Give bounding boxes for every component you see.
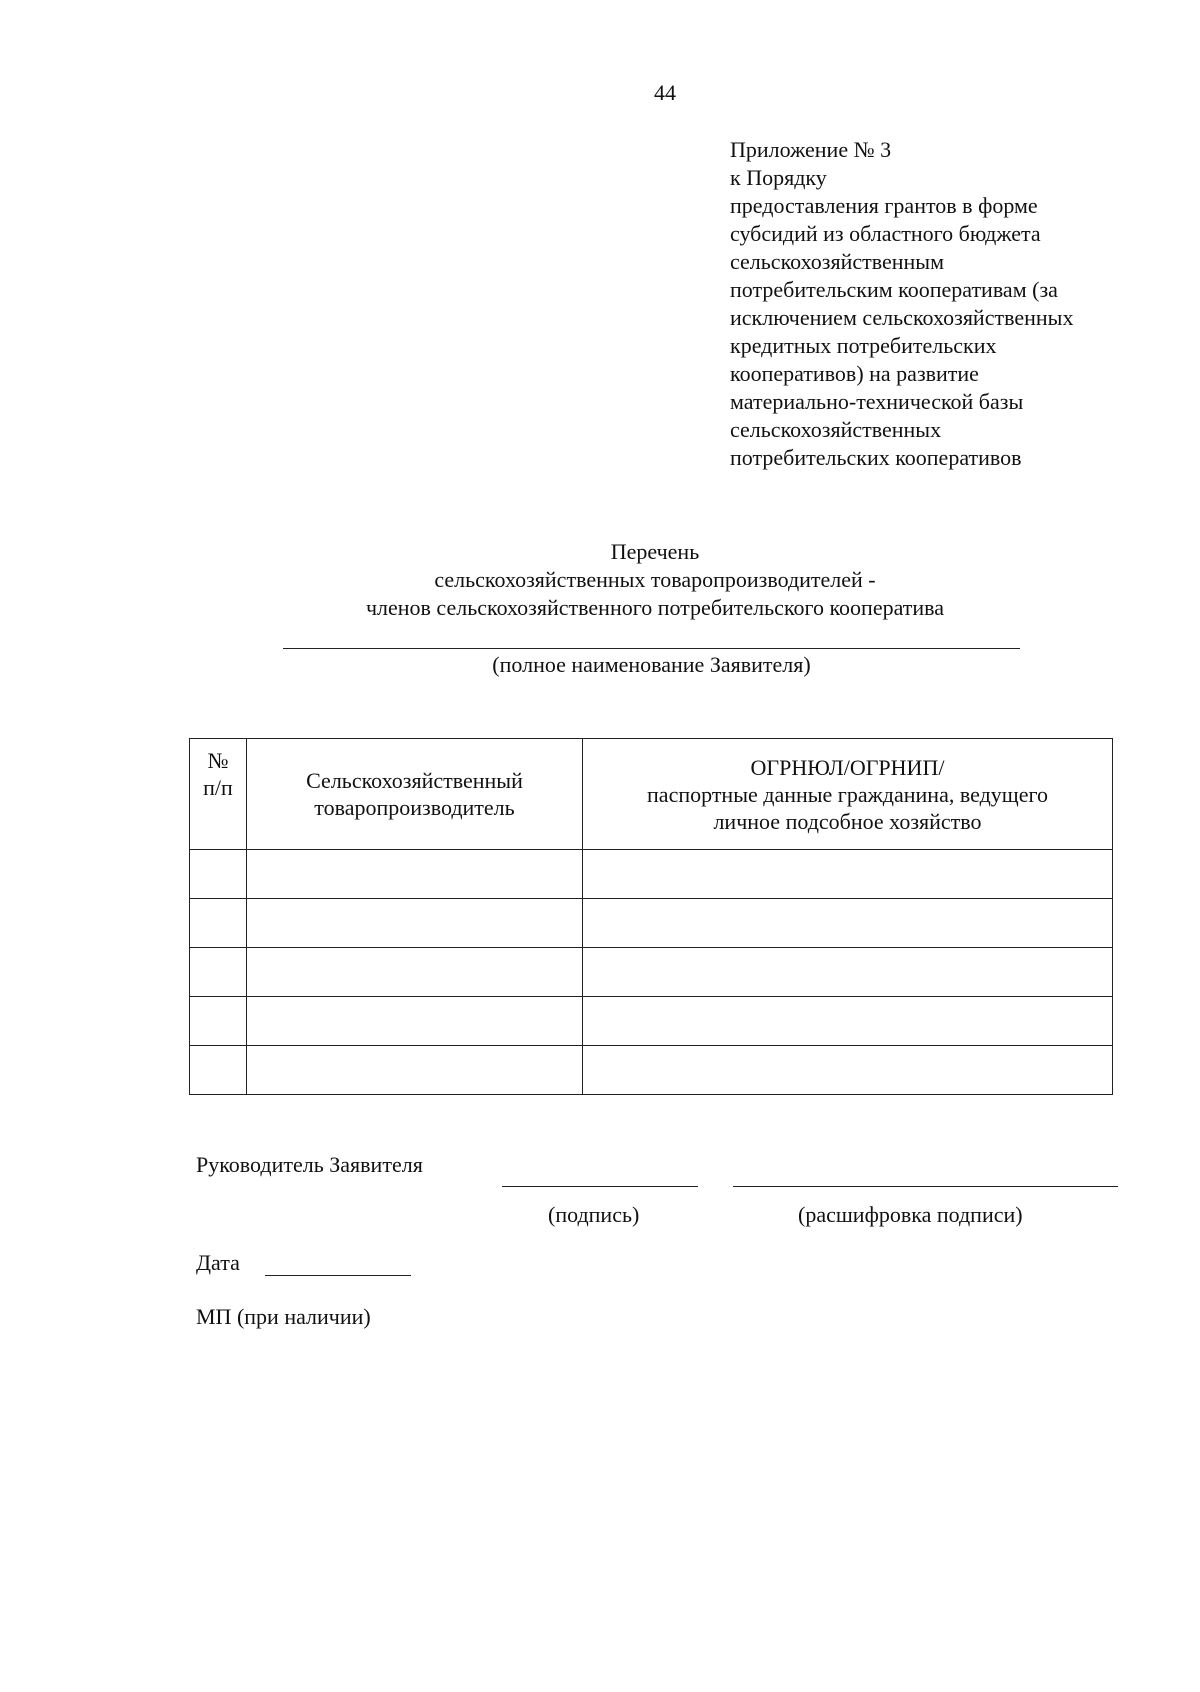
appendix-line: потребительских кооперативов <box>730 445 1022 470</box>
header-ids-line3: личное подсобное хозяйство <box>713 808 982 834</box>
cell-registration-ids[interactable] <box>583 899 1113 948</box>
appendix-line: предоставления грантов в форме <box>730 193 1038 218</box>
appendix-line: субсидий из областного бюджета <box>730 221 1041 246</box>
table-row <box>190 850 1113 899</box>
signature-decode-field[interactable] <box>733 1186 1118 1187</box>
list-title-line: членов сельскохозяйственного потребительского кооператива <box>365 595 945 620</box>
cell-num[interactable] <box>190 899 247 948</box>
cell-registration-ids[interactable] <box>583 850 1113 899</box>
appendix-line: к Порядку <box>730 165 827 190</box>
appendix-line: Приложение № 3 <box>730 137 892 162</box>
cell-num[interactable] <box>190 997 247 1046</box>
table-row <box>190 1046 1113 1095</box>
date-field[interactable] <box>265 1275 411 1276</box>
cell-num[interactable] <box>190 948 247 997</box>
cell-producer[interactable] <box>247 850 583 899</box>
table-header-row <box>190 739 1113 850</box>
header-num-line1: № <box>207 748 229 773</box>
appendix-line: кредитных потребительских <box>730 333 997 358</box>
applicant-name-caption: (полное наименование Заявителя) <box>492 652 811 677</box>
date-label: Дата <box>196 1250 240 1275</box>
cell-num[interactable] <box>190 1046 247 1095</box>
table-row <box>190 997 1113 1046</box>
header-ids-line2: паспортные данные гражданина, ведущего <box>647 781 1048 807</box>
header-ids-line1: ОГРНЮЛ/ОГРНИП/ <box>750 754 945 780</box>
appendix-line: сельскохозяйственных <box>730 417 942 442</box>
cell-producer[interactable] <box>247 997 583 1046</box>
table-row <box>190 948 1113 997</box>
header-producer-line2: товаропроизводитель <box>314 795 515 820</box>
appendix-reference <box>730 136 1150 472</box>
cell-registration-ids[interactable] <box>583 948 1113 997</box>
cell-registration-ids[interactable] <box>583 1046 1113 1095</box>
cell-producer[interactable] <box>247 899 583 948</box>
list-title-line: Перечень <box>610 539 700 564</box>
cell-registration-ids[interactable] <box>583 997 1113 1046</box>
appendix-line: кооперативов) на развитие <box>730 361 979 386</box>
cell-producer[interactable] <box>247 948 583 997</box>
appendix-line: исключением сельскохозяйственных <box>730 305 1074 330</box>
stamp-label: МП (при наличии) <box>196 1304 371 1329</box>
cell-num[interactable] <box>190 850 247 899</box>
list-title <box>0 538 1200 622</box>
header-num <box>190 739 247 850</box>
appendix-line: потребительским кооперативам (за <box>730 277 1058 302</box>
head-of-applicant-label: Руководитель Заявителя <box>196 1152 423 1177</box>
table-row <box>190 899 1113 948</box>
cell-producer[interactable] <box>247 1046 583 1095</box>
signature-field[interactable] <box>502 1186 698 1187</box>
appendix-line: сельскохозяйственным <box>730 249 944 274</box>
members-table <box>189 738 1113 1095</box>
applicant-name-field[interactable] <box>283 648 1020 649</box>
header-registration-ids <box>583 739 1113 850</box>
header-producer <box>247 739 583 850</box>
page-number: 44 <box>654 80 676 105</box>
signature-caption: (подпись) <box>548 1202 640 1227</box>
header-producer-line1: Сельскохозяйственный <box>306 768 523 793</box>
appendix-line: материально-технической базы <box>730 389 1024 414</box>
signature-decode-caption: (расшифровка подписи) <box>798 1202 1023 1227</box>
list-title-line: сельскохозяйственных товаропроизводителей - <box>434 567 876 592</box>
header-num-line2: п/п <box>203 775 233 800</box>
